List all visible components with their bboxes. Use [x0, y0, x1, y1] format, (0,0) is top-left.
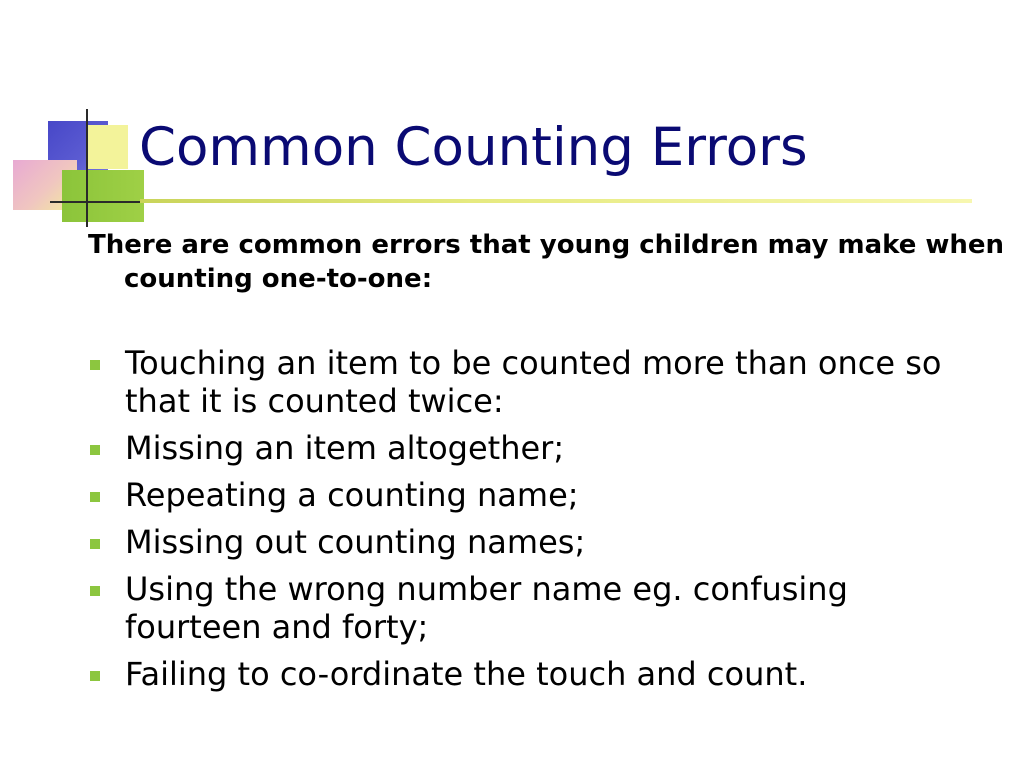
bullet-text: Touching an item to be counted more than once so that it is counted twice: — [125, 344, 942, 420]
bullet-item — [88, 570, 988, 646]
square-bullet-icon — [90, 360, 100, 370]
bullet-item — [88, 476, 988, 514]
vertical-line-decoration — [86, 109, 88, 227]
bullet-text: Missing an item altogether; — [125, 429, 565, 467]
title-decoration — [0, 0, 160, 240]
square-bullet-icon — [90, 671, 100, 681]
horizontal-line-decoration — [50, 201, 145, 203]
square-bullet-icon — [90, 492, 100, 502]
bullet-item — [88, 344, 988, 420]
square-bullet-icon — [90, 586, 100, 596]
square-bullet-icon — [90, 445, 100, 455]
bullet-text: Missing out counting names; — [125, 523, 586, 561]
intro-text: There are common errors that young children may make when counting one-to-one: — [88, 230, 1005, 294]
bullet-text: Using the wrong number name eg. confusing fourteen and forty; — [125, 570, 848, 646]
yellow-square-decoration — [88, 125, 128, 169]
bullet-item — [88, 655, 988, 693]
square-bullet-icon — [90, 539, 100, 549]
bullet-text: Repeating a counting name; — [125, 476, 579, 514]
bullet-text: Failing to co-ordinate the touch and count. — [125, 655, 808, 693]
green-square-decoration — [62, 170, 144, 222]
title-underline — [140, 199, 972, 203]
bullet-item — [88, 429, 988, 467]
bullet-item — [88, 523, 988, 561]
bullet-list — [88, 344, 988, 702]
slide-title: Common Counting Errors — [139, 117, 808, 178]
